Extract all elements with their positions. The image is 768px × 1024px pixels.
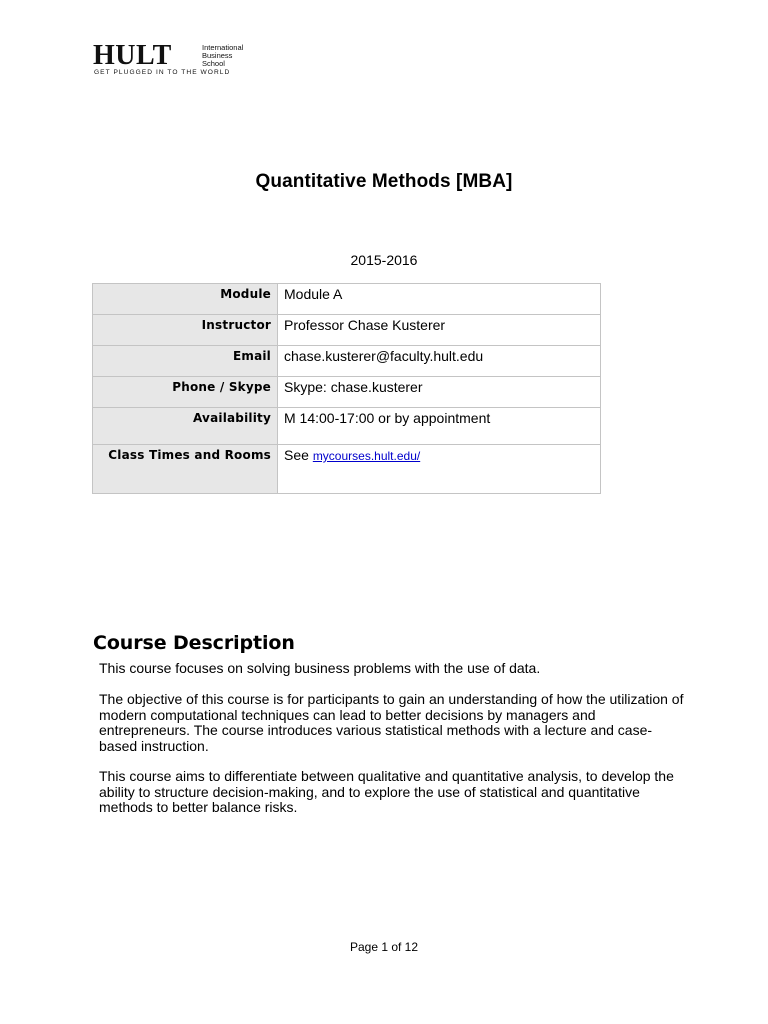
course-info-table [92, 283, 601, 494]
row-label: Class Times and Rooms [93, 445, 278, 494]
row-label: Email [93, 346, 278, 377]
table-row [93, 346, 601, 377]
academic-year: 2015-2016 [350, 252, 418, 268]
school-logo [93, 42, 243, 82]
logo-school-name [202, 44, 242, 68]
logo-tagline: GET PLUGGED IN TO THE WORLD [94, 69, 231, 76]
row-value: Module A [278, 284, 601, 315]
description-paragraph: This course aims to differentiate between qualitative and quantitative analysis, to develop the ability to structure decision-making, and to explore the use of statistical and quantitative methods to better balance risks. [99, 768, 674, 815]
row-value: Skype: chase.kusterer [278, 377, 601, 408]
row-label: Module [93, 284, 278, 315]
row-value: M 14:00-17:00 or by appointment [278, 408, 601, 445]
row-value [278, 445, 601, 494]
row-label: Phone / Skype [93, 377, 278, 408]
description-paragraph: The objective of this course is for participants to gain an understanding of how the utilization of modern computational techniques can lead to better decisions by managers and entrepreneurs. The course introduces various statistical methods with a lecture and case-based instruction. [99, 691, 684, 754]
row-value: Professor Chase Kusterer [278, 315, 601, 346]
logo-school-line: School [202, 59, 225, 68]
page-number: Page 1 of 12 [349, 940, 419, 954]
description-paragraph: This course focuses on solving business problems with the use of data. [99, 660, 541, 676]
table-row [93, 408, 601, 445]
logo-school-line: International [202, 43, 244, 52]
table-row [93, 284, 601, 315]
table-row [93, 315, 601, 346]
mycourses-link[interactable]: mycourses.hult.edu/ [312, 449, 421, 463]
table-row [93, 445, 601, 494]
row-label: Instructor [93, 315, 278, 346]
table-row [93, 377, 601, 408]
course-description-heading: Course Description [93, 632, 295, 654]
row-value-prefix: See [284, 447, 313, 463]
row-value: chase.kusterer@faculty.hult.edu [278, 346, 601, 377]
document-title: Quantitative Methods [MBA] [255, 171, 513, 192]
row-label: Availability [93, 408, 278, 445]
logo-wordmark: HULT [93, 40, 172, 71]
logo-school-line: Business [202, 51, 233, 60]
